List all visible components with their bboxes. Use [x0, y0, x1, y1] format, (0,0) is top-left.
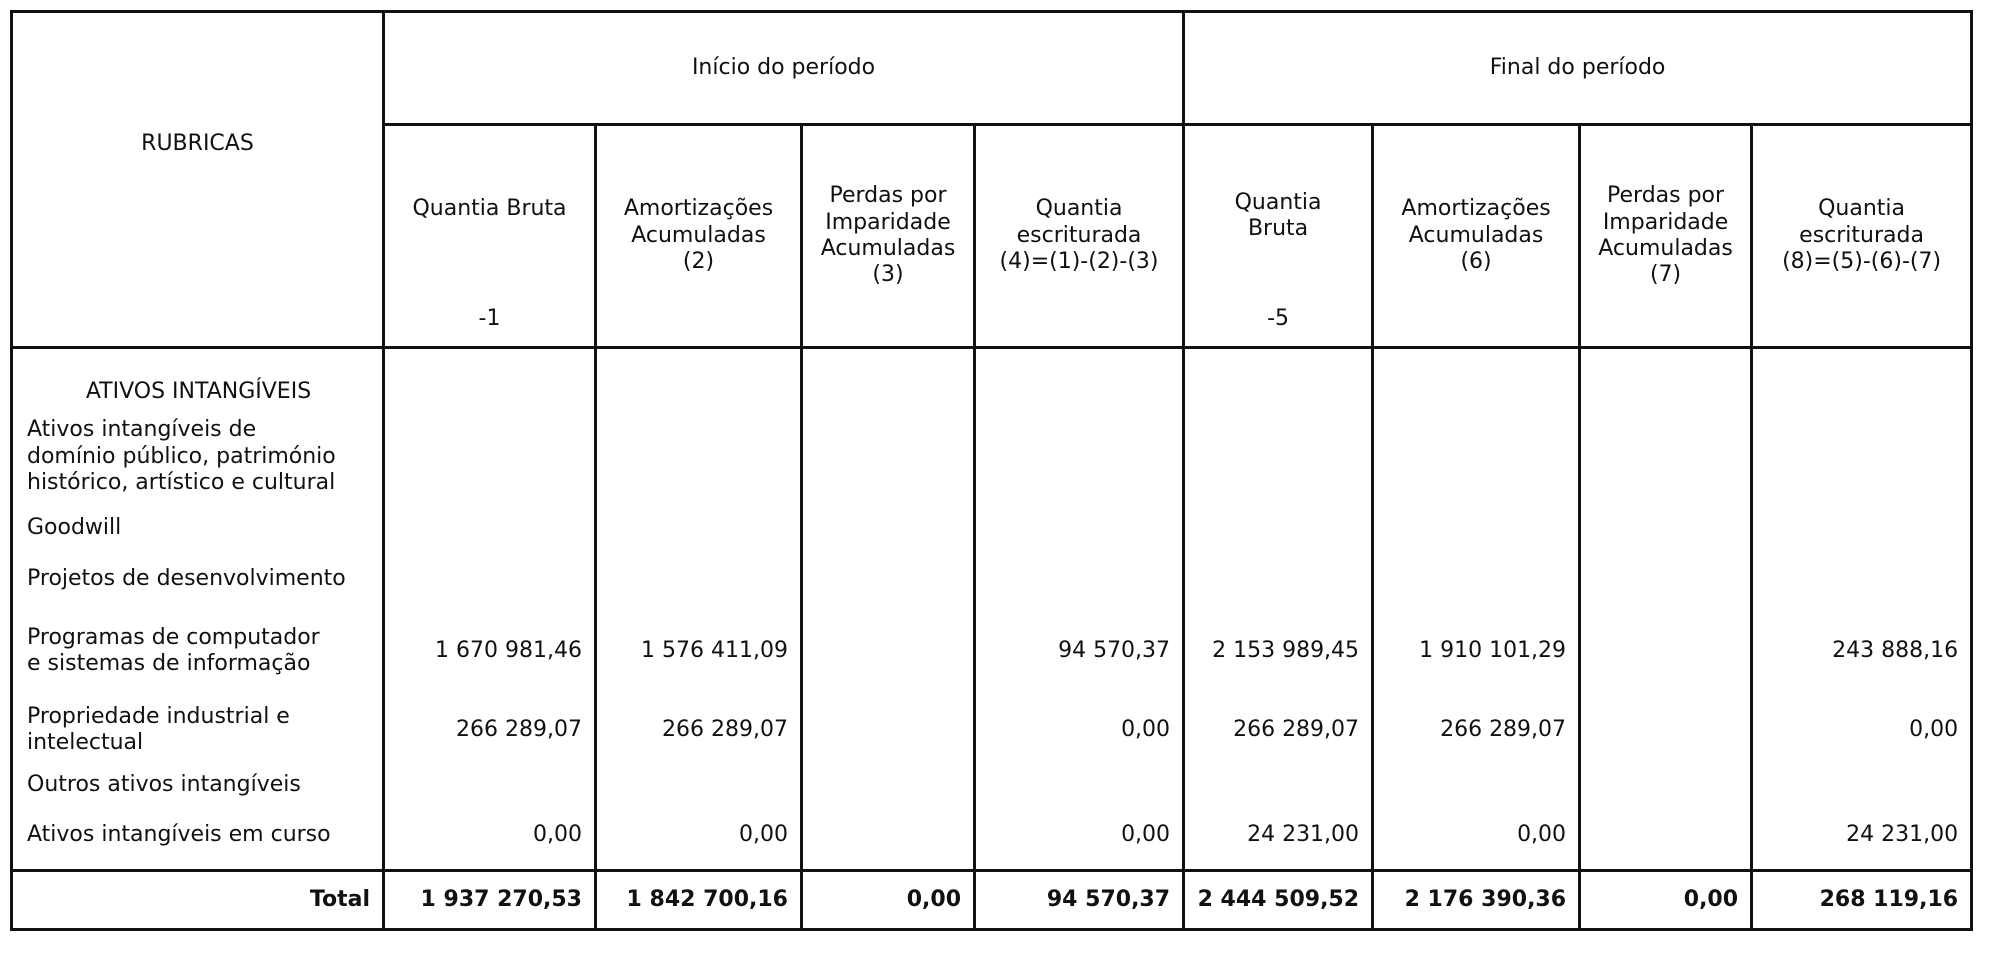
value-cell: 24 231,00 [1184, 807, 1373, 871]
header-column-title-line: Imparidade [1602, 209, 1729, 235]
row-label [12, 605, 384, 697]
header-column-title [1589, 183, 1742, 289]
header-end-impairment-losses [1580, 125, 1752, 348]
header-column-title-line: Quantia [1818, 196, 1906, 222]
value-cell [1580, 807, 1752, 871]
empty-cell [1752, 348, 1972, 412]
value-cell: 266 289,07 [1373, 697, 1580, 763]
value-cell [1580, 605, 1752, 697]
header-group-end-period: Final do período [1184, 12, 1972, 125]
value-cell [802, 807, 975, 871]
header-column-number: -5 [1267, 305, 1290, 331]
value-cell [1580, 411, 1752, 503]
header-column-title-line: (3) [872, 262, 904, 288]
value-cell [1580, 553, 1752, 605]
header-column-title-line: Quantia [1035, 196, 1123, 222]
row-label [12, 807, 384, 871]
header-end-gross-amount [1184, 125, 1373, 348]
table-row [12, 605, 1972, 697]
value-cell [596, 553, 802, 605]
section-title: ATIVOS INTANGÍVEIS [12, 348, 384, 412]
header-column-title-line: (4)=(1)-(2)-(3) [999, 249, 1159, 275]
total-value-cell: 268 119,16 [1752, 871, 1972, 930]
value-cell [384, 503, 596, 553]
value-cell [596, 763, 802, 807]
value-cell [1184, 763, 1373, 807]
value-cell [1184, 553, 1373, 605]
value-cell: 0,00 [975, 697, 1184, 763]
table-row [12, 697, 1972, 763]
header-rubricas: RUBRICAS [12, 12, 384, 348]
total-label: Total [12, 871, 384, 930]
value-cell: 243 888,16 [1752, 605, 1972, 697]
row-label [12, 763, 384, 807]
value-cell: 24 231,00 [1752, 807, 1972, 871]
header-column-title-line: (8)=(5)-(6)-(7) [1782, 249, 1942, 275]
total-value-cell: 2 176 390,36 [1373, 871, 1580, 930]
value-cell [596, 411, 802, 503]
value-cell [802, 605, 975, 697]
header-column-title-line: Acumuladas [631, 222, 766, 248]
row-label [12, 553, 384, 605]
header-start-impairment-losses [802, 125, 975, 348]
row-label-line: Ativos intangíveis de [27, 417, 257, 443]
value-cell [1752, 553, 1972, 605]
row-label-line: Outros ativos intangíveis [27, 771, 301, 797]
row-label-line: Programas de computador [27, 624, 320, 650]
value-cell [1752, 411, 1972, 503]
header-column-title [1761, 196, 1962, 275]
value-cell: 2 153 989,45 [1184, 605, 1373, 697]
header-column-title-line: Perdas por [829, 183, 947, 209]
header-column-number: -1 [478, 305, 501, 331]
value-cell: 266 289,07 [596, 697, 802, 763]
header-column-title-line: Amortizações [1401, 196, 1551, 222]
row-label-line: histórico, artístico e cultural [27, 470, 336, 496]
table-row [12, 503, 1972, 553]
value-cell [1580, 763, 1752, 807]
empty-cell [1373, 348, 1580, 412]
header-column-title-line: Quantia Bruta [412, 196, 567, 221]
total-value-cell: 94 570,37 [975, 871, 1184, 930]
total-value-cell: 0,00 [802, 871, 975, 930]
row-label [12, 411, 384, 503]
header-start-accumulated-amortization [596, 125, 802, 348]
header-column-title-line: Acumuladas [1408, 222, 1544, 248]
header-column-title-line: Acumuladas [820, 236, 956, 261]
value-cell [596, 503, 802, 553]
total-row [12, 871, 1972, 930]
value-cell [384, 411, 596, 503]
header-column-title [393, 196, 586, 222]
total-value-cell: 0,00 [1580, 871, 1752, 930]
empty-cell [596, 348, 802, 412]
table-row [12, 763, 1972, 807]
header-column-title-line: Bruta [1247, 216, 1309, 241]
header-column-title-line: Acumuladas [1598, 236, 1733, 261]
value-cell: 0,00 [1373, 807, 1580, 871]
value-cell [975, 553, 1184, 605]
value-cell [1184, 411, 1373, 503]
value-cell [802, 763, 975, 807]
table-row [12, 553, 1972, 605]
empty-cell [1184, 348, 1373, 412]
value-cell [802, 411, 975, 503]
header-column-title [1193, 190, 1363, 243]
value-cell [384, 553, 596, 605]
header-column-title-line: (6) [1460, 249, 1492, 275]
value-cell: 1 576 411,09 [596, 605, 802, 697]
value-cell [975, 411, 1184, 503]
value-cell [1373, 503, 1580, 553]
header-end-carrying-amount [1752, 125, 1972, 348]
intangible-assets-table-sheet [10, 10, 1970, 947]
value-cell [1373, 411, 1580, 503]
value-cell [1184, 503, 1373, 553]
value-cell [1373, 553, 1580, 605]
row-label-line: Propriedade industrial e [27, 703, 290, 729]
header-column-title-line: Imparidade [825, 209, 951, 235]
value-cell [802, 697, 975, 763]
value-cell: 266 289,07 [1184, 697, 1373, 763]
value-cell [384, 763, 596, 807]
row-label-line: Goodwill [27, 514, 122, 540]
value-cell [1580, 697, 1752, 763]
header-column-title [605, 196, 792, 275]
header-end-accumulated-amortization [1373, 125, 1580, 348]
header-column-title-line: escriturada [1016, 222, 1142, 248]
header-column-title-line: Quantia [1234, 189, 1322, 215]
value-cell [802, 553, 975, 605]
table-row [12, 807, 1972, 871]
value-cell: 0,00 [596, 807, 802, 871]
header-column-title [811, 183, 965, 289]
header-column-title-line: (7) [1649, 262, 1682, 288]
value-cell: 0,00 [975, 807, 1184, 871]
header-start-gross-amount [384, 125, 596, 348]
table-row [12, 411, 1972, 503]
total-value-cell: 2 444 509,52 [1184, 871, 1373, 930]
empty-cell [1580, 348, 1752, 412]
header-group-start-period: Início do período [384, 12, 1184, 125]
header-column-title-line: (2) [682, 249, 715, 275]
value-cell: 266 289,07 [384, 697, 596, 763]
row-label-line: Projetos de desenvolvimento [27, 565, 346, 591]
empty-cell [975, 348, 1184, 412]
row-label-line: Ativos intangíveis em curso [27, 821, 331, 847]
empty-cell [384, 348, 596, 412]
header-column-title [1382, 196, 1570, 275]
total-value-cell: 1 937 270,53 [384, 871, 596, 930]
row-label-line: domínio público, património [27, 443, 336, 469]
value-cell [1752, 503, 1972, 553]
header-column-title-line: escriturada [1799, 222, 1924, 248]
value-cell: 94 570,37 [975, 605, 1184, 697]
table-body [12, 348, 1972, 871]
value-cell: 0,00 [384, 807, 596, 871]
empty-cell [802, 348, 975, 412]
value-cell: 1 670 981,46 [384, 605, 596, 697]
row-label [12, 697, 384, 763]
intangible-assets-table [10, 10, 1973, 931]
header-column-title [984, 196, 1174, 275]
total-value-cell: 1 842 700,16 [596, 871, 802, 930]
header-start-carrying-amount [975, 125, 1184, 348]
section-row [12, 348, 1972, 412]
value-cell [1373, 763, 1580, 807]
value-cell [975, 503, 1184, 553]
value-cell [1580, 503, 1752, 553]
value-cell: 0,00 [1752, 697, 1972, 763]
row-label-line: e sistemas de informação [27, 651, 311, 676]
header-column-title-line: Perdas por [1607, 183, 1725, 209]
row-label-line: intelectual [27, 730, 144, 755]
header-column-title-line: Amortizações [623, 196, 774, 222]
value-cell: 1 910 101,29 [1373, 605, 1580, 697]
value-cell [975, 763, 1184, 807]
value-cell [802, 503, 975, 553]
row-label [12, 503, 384, 553]
value-cell [1752, 763, 1972, 807]
